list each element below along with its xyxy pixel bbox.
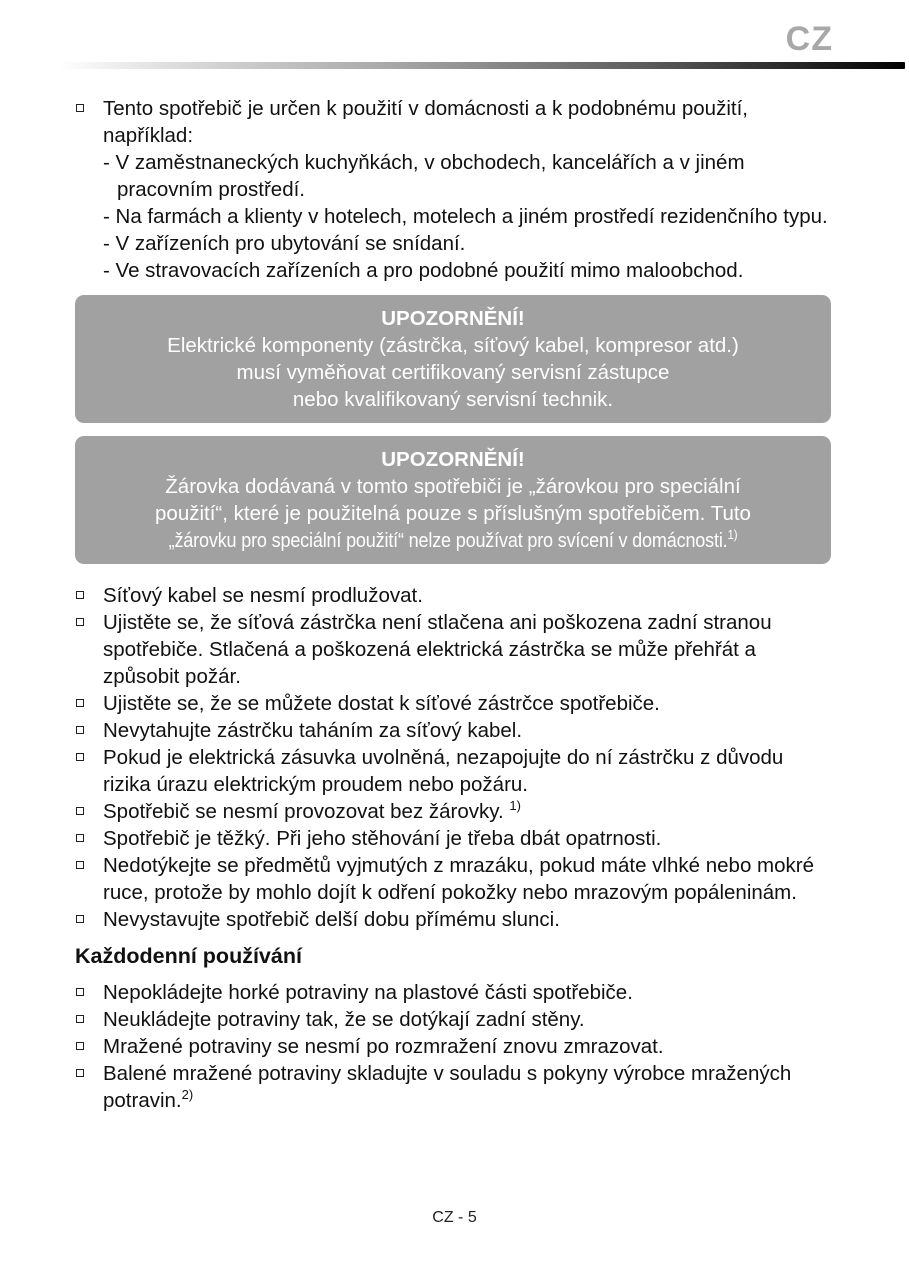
list-item: [75, 717, 831, 744]
footnote-ref: 1): [509, 798, 521, 814]
list-item-text: Nepokládejte horké potraviny na plastové části spotřebiče.: [103, 981, 633, 1004]
warning-title: UPOZORNĚNÍ!: [381, 307, 525, 330]
list-item-main-text: Spotřebič se nesmí provozovat bez žárovky.: [103, 800, 510, 823]
sub-list-item: - V zařízeních pro ubytování se snídaní.: [103, 232, 466, 255]
square-bullet-icon: [76, 726, 84, 734]
list-item: [75, 95, 831, 284]
list-item: [75, 979, 831, 1006]
list-item: [75, 906, 831, 933]
warning-line: musí vyměňovat certifikovaný servisní zástupce: [236, 361, 670, 384]
intro-sublist: [103, 149, 831, 284]
square-bullet-icon: [76, 104, 84, 112]
list-item: [75, 852, 831, 906]
square-bullet-icon: [76, 1069, 84, 1077]
list-item-body: [103, 95, 831, 284]
warning-line: [136, 527, 770, 554]
list-item-text: [103, 1060, 831, 1114]
page-content: [0, 69, 909, 1114]
sub-list-item: - Na farmách a klienty v hotelech, motelech a jiném prostředí rezidenčního typu.: [103, 205, 828, 228]
list-item-text: Ujistěte se, že síťová zástrčka není stlačena ani poškozena zadní stranou spotřebiče. Stlačená a poškozená elektrická zástrčka se může přehřát a způsobit požár.: [103, 611, 772, 688]
footnote-ref: 2): [181, 1087, 194, 1103]
intro-text: Tento spotřebič je určen k použití v domácnosti a k podobnému použití, například:: [103, 97, 748, 147]
square-bullet-icon: [76, 834, 84, 842]
square-bullet-icon: [76, 1015, 84, 1023]
list-item: [75, 582, 831, 609]
square-bullet-icon: [76, 618, 84, 626]
list-item-text: Nevystavujte spotřebič delší dobu přímému slunci.: [103, 908, 560, 931]
warning-line-text: „žárovku pro speciální použití“ nelze používat pro svícení v domácnosti.: [168, 529, 728, 552]
list-item: [75, 825, 831, 852]
warning-box-electrical: [75, 295, 831, 423]
list-item: [75, 1006, 831, 1033]
list-item-main-text: Balené mražené potraviny skladujte v souladu s pokyny výrobce mražených potravin.: [103, 1062, 792, 1112]
list-item-text: Síťový kabel se nesmí prodlužovat.: [103, 584, 423, 607]
warning-line: nebo kvalifikovaný servisní technik.: [292, 388, 614, 411]
square-bullet-icon: [76, 753, 84, 761]
daily-use-list: [75, 979, 831, 1114]
square-bullet-icon: [76, 988, 84, 996]
square-bullet-icon: [76, 591, 84, 599]
list-item: [75, 609, 831, 690]
page-number: CZ - 5: [432, 1209, 477, 1226]
page-header: [0, 0, 909, 58]
list-item-text: Spotřebič je těžký. Při jeho stěhování je třeba dbát opatrnosti.: [103, 827, 662, 850]
square-bullet-icon: [76, 915, 84, 923]
list-item: [75, 1033, 831, 1060]
sub-list-item: - V zaměstnaneckých kuchyňkách, v obchodech, kancelářích a v jiném pracovním prostředí.: [103, 151, 745, 201]
warning-title: UPOZORNĚNÍ!: [381, 448, 525, 471]
warning-box-lamp: [75, 436, 831, 564]
list-item-text: Mražené potraviny se nesmí po rozmražení znovu zmrazovat.: [103, 1035, 664, 1058]
list-item: [75, 744, 831, 798]
list-item: [75, 690, 831, 717]
language-code-label: CZ: [785, 20, 833, 58]
footnote-ref: 1): [727, 527, 738, 543]
warning-line: použití“, které je použitelná pouze s příslušným spotřebičem. Tuto: [155, 502, 751, 525]
sub-list-item: - Ve stravovacích zařízeních a pro podobné použití mimo maloobchod.: [103, 259, 744, 282]
header-divider: [58, 62, 905, 69]
list-item-text: Nevytahujte zástrčku taháním za síťový kabel.: [103, 719, 523, 742]
list-item-text: Pokud je elektrická zásuvka uvolněná, nezapojujte do ní zástrčku z důvodu rizika úrazu elektrickým proudem nebo požáru.: [103, 746, 784, 796]
warning-line: Elektrické komponenty (zástrčka, síťový kabel, kompresor atd.): [167, 334, 739, 357]
square-bullet-icon: [76, 699, 84, 707]
list-item: [75, 1060, 831, 1114]
list-item-text: Ujistěte se, že se můžete dostat k síťové zástrčce spotřebiče.: [103, 692, 660, 715]
safety-list: [75, 582, 831, 933]
square-bullet-icon: [76, 1042, 84, 1050]
list-item-text: [103, 798, 831, 825]
warning-line: Žárovka dodávaná v tomto spotřebiči je „žárovkou pro speciální: [165, 475, 741, 498]
list-item-text: Nedotýkejte se předmětů vyjmutých z mrazáku, pokud máte vlhké nebo mokré ruce, protože by mohlo dojít k odření pokožky nebo mrazovým popáleninám.: [103, 854, 814, 904]
section-heading: Každodenní používání: [75, 944, 302, 968]
list-item: [75, 798, 831, 825]
intro-list: [75, 95, 831, 284]
list-item-text: Neukládejte potraviny tak, že se dotýkají zadní stěny.: [103, 1008, 585, 1031]
square-bullet-icon: [76, 807, 84, 815]
square-bullet-icon: [76, 861, 84, 869]
